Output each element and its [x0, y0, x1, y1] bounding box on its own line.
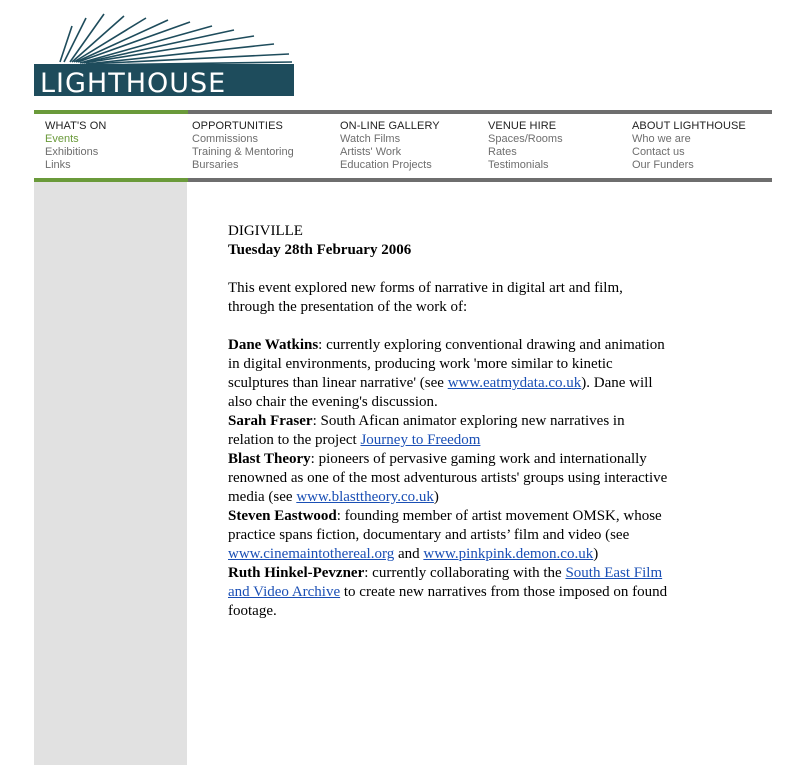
artist-paragraph-ruth-hinkel-pevzner — [228, 564, 668, 621]
nav-item-events[interactable]: Events — [45, 133, 79, 145]
lighthouse-logo-icon — [34, 12, 294, 104]
artist-description-end: ). Dane will also chair the evening's discussion. — [228, 375, 653, 410]
link-blasttheory[interactable]: www.blasttheory.co.uk — [296, 489, 434, 505]
nav-heading-opportunities[interactable]: OPPORTUNITIES — [192, 120, 283, 132]
nav-item-links[interactable]: Links — [45, 159, 71, 171]
link-pinkpink[interactable]: www.pinkpink.demon.co.uk — [423, 546, 594, 562]
nav-heading-online-gallery[interactable]: ON-LINE GALLERY — [340, 120, 440, 132]
artist-paragraph-sarah-fraser — [228, 412, 668, 450]
artist-paragraph-dane-watkins — [228, 336, 668, 412]
nav-top-bar-grey — [188, 110, 772, 114]
nav-item-exhibitions[interactable]: Exhibitions — [45, 146, 99, 158]
nav-item-who-we-are[interactable]: Who we are — [632, 133, 691, 145]
article-date-text: Tuesday 28th February 2006 — [228, 242, 412, 258]
nav-item-artists-work[interactable]: Artists' Work — [340, 146, 402, 158]
nav-bottom-bar-grey — [188, 178, 772, 182]
nav-item-contact-us[interactable]: Contact us — [632, 146, 685, 158]
nav-col-venue-hire — [488, 120, 563, 172]
nav-item-training-mentoring[interactable]: Training & Mentoring — [192, 146, 294, 158]
artist-description-end: to create new narratives from those imposed on found footage. — [228, 584, 668, 619]
article-content — [228, 222, 668, 621]
nav-item-rates[interactable]: Rates — [488, 146, 517, 158]
artist-description: : South Afican animator exploring new narratives in relation to the project — [228, 413, 625, 448]
nav-item-bursaries[interactable]: Bursaries — [192, 159, 239, 171]
left-sidebar — [34, 182, 187, 765]
link-journey-to-freedom[interactable]: Journey to Freedom — [360, 432, 481, 448]
nav-item-watch-films[interactable]: Watch Films — [340, 133, 401, 145]
artist-description-mid: and — [394, 546, 424, 562]
nav-col-about-lighthouse — [632, 120, 746, 172]
lighthouse-logo[interactable] — [34, 12, 294, 104]
artist-description: : founding member of artist movement OMSK, whose practice spans fiction, documentary and artists’ film and video (see — [228, 508, 662, 543]
artist-description-end: ) — [433, 489, 439, 505]
artist-description: : currently collaborating with the — [364, 565, 566, 581]
nav-heading-whats-on[interactable]: WHAT'S ON — [45, 120, 107, 132]
artist-paragraph-steven-eastwood — [228, 507, 668, 564]
artist-name: Blast Theory — [228, 451, 311, 467]
article-title: DIGIVILLE — [228, 223, 303, 239]
article-date — [228, 241, 668, 260]
article-intro: This event explored new forms of narrative in digital art and film, through the presentation of the work of: — [228, 280, 623, 315]
nav-item-testimonials[interactable]: Testimonials — [488, 159, 549, 171]
nav-col-online-gallery — [340, 120, 440, 172]
artist-name: Ruth Hinkel-Pevzner — [228, 565, 365, 581]
artist-description: : currently exploring conventional drawing and animation in digital environments, producing work 'more similar to kinetic sculptures than linear narrative' (see — [228, 337, 665, 391]
nav-item-our-funders[interactable]: Our Funders — [632, 159, 694, 171]
artist-description-end: ) — [593, 546, 599, 562]
link-south-east-film-video-archive[interactable]: South East Film and Video Archive — [228, 565, 663, 600]
link-eatmydata[interactable]: www.eatmydata.co.uk — [447, 375, 582, 391]
nav-col-opportunities — [192, 120, 294, 172]
svg-text:LIGHTHOUSE: LIGHTHOUSE — [40, 68, 227, 99]
nav-col-whats-on — [45, 120, 106, 172]
artist-description: : pioneers of pervasive gaming work and internationally renowned as one of the most adventurous artists' groups using interactive media (see — [228, 451, 668, 505]
link-cinemaintothereal[interactable]: www.cinemaintothereal.org — [228, 546, 395, 562]
nav-item-education-projects[interactable]: Education Projects — [340, 159, 432, 171]
nav-item-spaces-rooms[interactable]: Spaces/Rooms — [488, 133, 563, 145]
nav-heading-about-lighthouse[interactable]: ABOUT LIGHTHOUSE — [632, 120, 746, 132]
nav-top-bar-green — [34, 110, 188, 114]
nav-item-commissions[interactable]: Commissions — [192, 133, 259, 145]
artist-name: Sarah Fraser — [228, 413, 313, 429]
artist-paragraph-blast-theory — [228, 450, 668, 507]
artist-name: Steven Eastwood — [228, 508, 337, 524]
nav-heading-venue-hire[interactable]: VENUE HIRE — [488, 120, 557, 132]
artist-name: Dane Watkins — [228, 337, 319, 353]
